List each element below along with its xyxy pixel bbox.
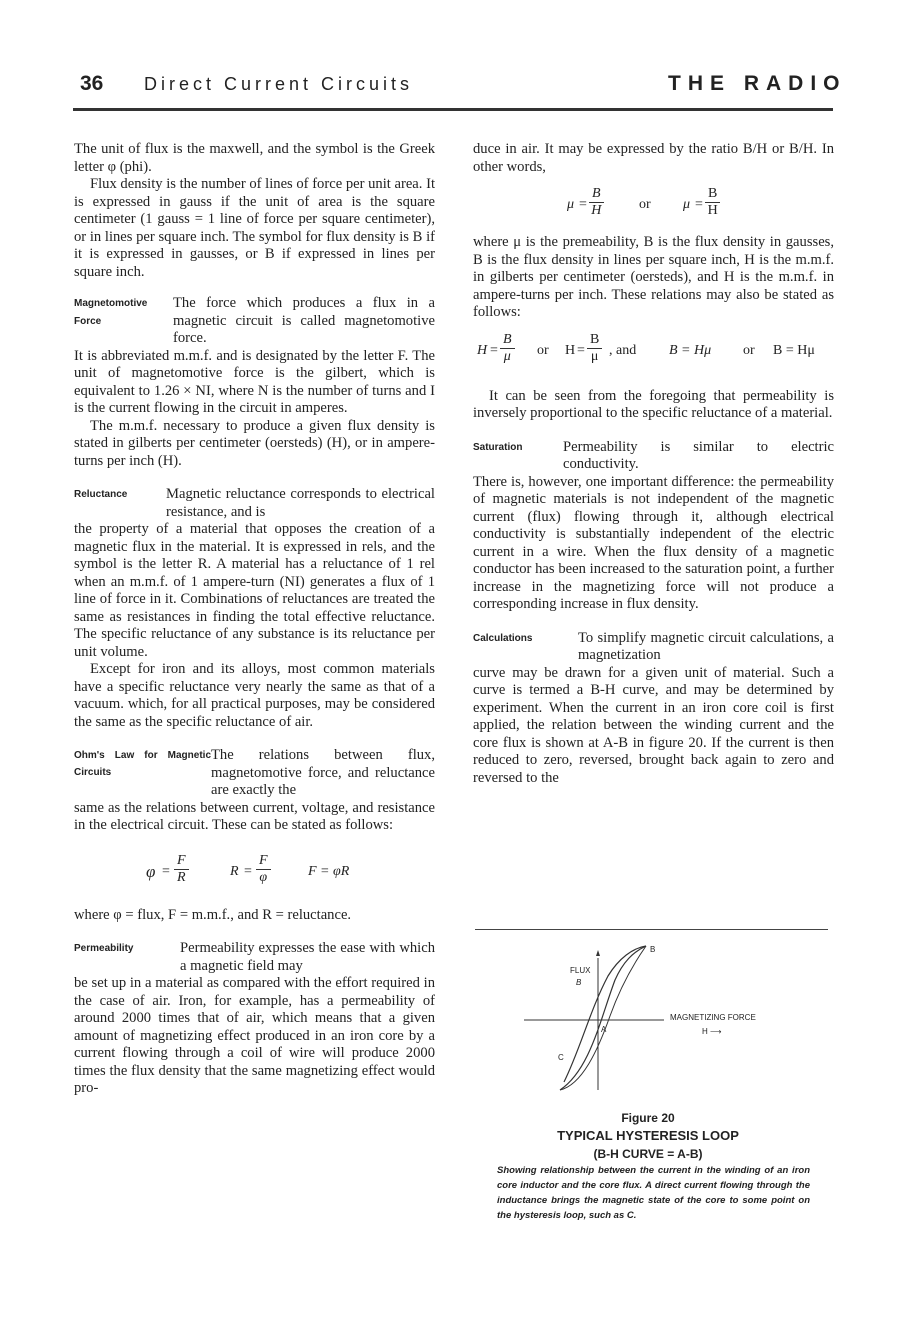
ohms-law-lead: The relations between flux, magnetomotive force, and reluctance are exactly the: [211, 747, 435, 798]
paragraph-ohms-law: same as the relations between current, voltage, and resistance in the electrical circuit. These can be stated as follows:: [74, 799, 435, 833]
eq-mu-equals-1: =: [579, 197, 587, 212]
side-heading-mmf: Magnetomotive Force: [74, 298, 148, 327]
label-magnetizing-force: MAGNETIZING FORCE: [670, 1013, 756, 1022]
eq-mu-2: μ: [683, 197, 691, 212]
side-heading-saturation: Saturation: [473, 441, 523, 453]
eq-f-phi-r: F = φR: [308, 863, 350, 879]
eq-fraction-b-h-italic: $\frac{B}{H}$: [589, 186, 604, 219]
paragraph-inverse-proportion: It can be seen from the foregoing that permeability is inversely proportional to the specific reluctance of a material.: [473, 387, 834, 421]
label-flux: FLUX: [570, 966, 591, 975]
figure-subtitle: (B-H CURVE = A-B): [593, 1147, 703, 1161]
flux-arrow-icon: [596, 950, 600, 956]
reluctance-lead: Magnetic reluctance corresponds to electrical resistance, and is: [166, 486, 435, 520]
header-rule: [73, 108, 833, 111]
eq-mu-1: μ: [567, 197, 575, 212]
section-saturation: [473, 439, 834, 474]
page-number: 36: [80, 72, 104, 95]
eq-h-or-1: or: [537, 342, 549, 358]
paragraph-flux-unit: The unit of flux is the maxwell, and the symbol is the Greek letter φ (phi).: [74, 141, 435, 175]
eq-phi: φ: [146, 861, 156, 881]
paragraph-reluctance: the property of a material that opposes the creation of a magnetic flux in the material. It is expressed in rels, and the symbol is the letter R. A material has a reluctance of 1 rel when an m.m.f. of 1 ampere-turn (NI) generates a flux of 1 line of force in it. Combinations of reluctances are treated the same as resistances in finding the total effective reluctance. The specific reluctance of any substance is its reluctance per unit volume.: [74, 521, 435, 660]
paragraph-calculations: curve may be drawn for a given unit of material. Such a curve is termed a B-H curve, and may be determined by experiment. When the current in an iron core coil is first applied, the relation between the winding current and the core flux is shown at A-B in figure 20. If the current is then reduced to zero, reversed, brought back again to zero and reversed to the: [473, 664, 834, 786]
eq-or: or: [639, 197, 651, 212]
saturation-lead: Permeability is similar to electric conductivity.: [563, 438, 834, 472]
eq-h-1: H: [477, 342, 488, 358]
side-heading-calculations: Calculations: [473, 632, 533, 644]
side-heading-reluctance: Reluctance: [74, 489, 128, 500]
eq-fraction-f-r: $\frac{F}{R}$: [174, 853, 189, 886]
hysteresis-figure: [520, 940, 810, 1100]
side-heading-permeability: Permeability: [74, 943, 134, 954]
paragraph-mmf-2: The m.m.f. necessary to produce a given flux density is stated in gilberts per centimeter (oersteds) (H), or in ampere-turns per inch (H).: [74, 417, 435, 469]
eq-b-h-mu-italic: B = Hμ: [669, 342, 712, 358]
eq-h-2: H: [565, 342, 576, 358]
eq-r: R: [230, 863, 239, 879]
label-h-arrow: H ⟶: [702, 1027, 722, 1036]
section-permeability: [74, 940, 435, 975]
eq-h-equals-1: =: [490, 342, 498, 358]
eq-fraction-b-h: $\frac{B}{H}$: [705, 186, 720, 219]
eq-equals-2: =: [244, 863, 252, 879]
equation-permeability: [473, 176, 834, 234]
paragraph-where-flux: where φ = flux, F = m.m.f., and R = reluctance.: [74, 906, 352, 923]
equation-ohms-law: [74, 841, 435, 907]
paragraph-saturation: There is, however, one important difference: the permeability of magnetic materials is not independent of the magnetic current (flux) flowing through it, although electrical conductivity is substantially independent of the electric current in a wire. When the flux density of a magnetic conductor has been increased to the saturation point, a further increase in the magnetizing force will not produce a corresponding increase in flux density.: [473, 473, 834, 612]
figure-number: Figure 20: [621, 1111, 675, 1125]
permeability-lead: Permeability expresses the ease with which a magnetic field may: [180, 940, 435, 974]
paragraph-flux-density: Flux density is the number of lines of force per unit area. It is expressed in gauss if the unit of area is the square centimeter (1 gauss = 1 line of force per square centimeter), or in lines per square inch. The symbol for flux density is B if it is expressed in gausses, or B if expressed in lines per square inch.: [74, 176, 435, 280]
paragraph-mmf: It is abbreviated m.m.f. and is designated by the letter F. The unit of magnetomotive force is the gilbert, which is equivalent to 1.26 × NI, where N is the number of turns and I is the current flowing in the circuit in amperes.: [74, 347, 435, 416]
figure-rule: [475, 929, 828, 930]
eq-h-equals-2: =: [577, 342, 585, 358]
paragraph-ratio: duce in air. It may be expressed by the ratio B/H or B/H. In other words,: [473, 141, 834, 175]
mmf-lead: The force which produces a flux in a magnetic circuit is called magnetomotive force.: [173, 295, 435, 346]
right-column: [473, 141, 834, 787]
eq-fraction-b-mu-italic: $\frac{B}{\mu}$: [500, 332, 515, 365]
eq-fraction-b-mu: $\frac{B}{\mu}$: [587, 332, 602, 365]
eq-h-or-2: or: [743, 342, 755, 358]
eq-equals-1: =: [162, 863, 170, 879]
paragraph-reluctance-2: Except for iron and its alloys, most common materials have a specific reluctance very nearly the same as that of a vacuum. which, for all practical purposes, may be considered the same as the specific reluctance of air.: [74, 661, 435, 730]
left-column: [74, 141, 435, 1098]
chapter-title: Direct Current Circuits: [144, 74, 414, 94]
section-calculations: [473, 630, 834, 665]
paragraph-permeability: be set up in a material as compared with the effort required in the case of air. Iron, for example, has a permeability of around 2000 times that of air, which means that a given amount of magnetizing effect produced in an iron core by a current flowing through a coil of wire will produce 2000 times the flux density that the same magnetizing effect would pro-: [74, 975, 435, 1096]
label-flux-b: B: [576, 978, 582, 987]
paragraph-where-mu: where μ is the premeability, B is the flux density in gausses, B is the flux density in lines per square inch, H is the m.m.f. in gilberts per centimeter (oersteds), and H is the m.m.f. in ampere-turns per inch. These relations may also be stated as follows:: [473, 234, 834, 320]
eq-mu-equals-2: =: [695, 197, 703, 212]
label-a: A: [601, 1025, 607, 1034]
label-c: C: [558, 1053, 564, 1062]
section-ohms-law: [74, 747, 435, 800]
section-magnetomotive-force: [74, 295, 435, 348]
label-b-top: B: [650, 945, 656, 954]
equation-h: [473, 322, 834, 382]
book-title: THE RADIO: [668, 72, 847, 95]
eq-and: , and: [609, 342, 637, 358]
figure-title: TYPICAL HYSTERESIS LOOP: [557, 1128, 739, 1143]
eq-fraction-f-phi: $\frac{F}{\varphi}$: [256, 853, 271, 886]
calculations-lead: To simplify magnetic circuit calculations, a magnetization: [578, 629, 834, 663]
figure-description: Showing relationship between the current in the winding of an iron core inductor and the core flux. A direct current flowing through the inductance brings the magnetic state of the core to some point on the hysteresis loop, such as C.: [497, 1165, 810, 1221]
side-heading-ohms-law: Ohm's Law for Magnetic Circuits: [74, 750, 211, 778]
section-reluctance: [74, 486, 435, 521]
eq-b-h-mu: B = Hμ: [773, 342, 815, 358]
